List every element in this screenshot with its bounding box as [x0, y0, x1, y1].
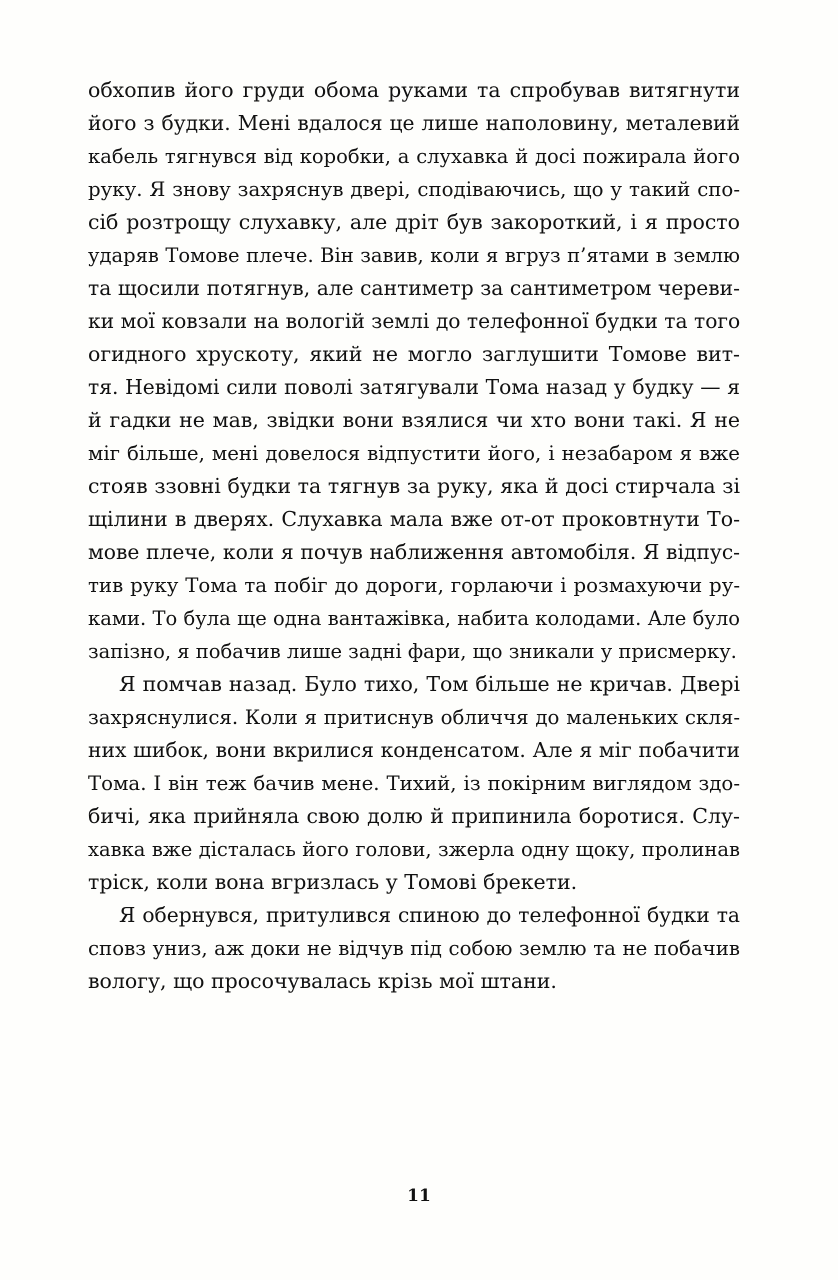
- paragraph: [88, 74, 740, 668]
- text-line: руку. Я знову захряснув двері, сподіваючись, що у такий спо-: [88, 178, 740, 201]
- text-line: вологу, що просочувалась крізь мої штани.: [88, 969, 557, 993]
- text-line: Я обернувся, притулився спиною до телефонної будки та: [119, 903, 740, 927]
- text-line: Я помчав назад. Було тихо, Том більше не кричав. Двері: [119, 672, 740, 696]
- text-line: запізно, я побачив лише задні фари, що зникали у присмерку.: [88, 640, 737, 663]
- text-line: тя. Невідомі сили поволі затягували Тома назад у будку — я: [88, 375, 740, 399]
- text-line: та щосили потягнув, але сантиметр за сантиметром череви-: [88, 276, 740, 300]
- text-line: бичі, яка прийняла свою долю й припинила боротися. Слу-: [88, 804, 740, 828]
- text-line: ки мої ковзали на вологій землі до телефонної будки та того: [88, 309, 740, 333]
- text-line: сіб розтрощу слухавку, але дріт був закороткий, і я просто: [88, 210, 740, 234]
- text-line: них шибок, вони вкрилися конденсатом. Але я міг побачити: [88, 738, 740, 762]
- text-line: обхопив його груди обома руками та спробував витягнути: [88, 78, 740, 102]
- text-line: огидного хрускоту, який не могло заглушити Томове вит-: [88, 342, 740, 366]
- text-line: захряснулися. Коли я притиснув обличчя до маленьких скля-: [88, 706, 740, 729]
- text-line: міг більше, мені довелося відпустити його, і незабаром я вже: [88, 442, 740, 465]
- text-line: кабель тягнувся від коробки, а слухавка й досі пожирала його: [88, 145, 740, 168]
- paragraph: [88, 668, 740, 899]
- text-line: тріск, коли вона вгризлась у Томові брекети.: [88, 870, 578, 894]
- paragraph: [88, 899, 740, 998]
- text-line: ками. То була ще одна вантажівка, набита колодами. Але було: [88, 607, 740, 630]
- text-line: мове плече, коли я почув наближення автомобіля. Я відпус-: [88, 540, 740, 564]
- text-line: Тома. І він теж бачив мене. Тихий, із покірним виглядом здо-: [88, 772, 740, 795]
- text-line: хавка вже дісталась його голови, зжерла одну щоку, пролинав: [88, 838, 740, 861]
- text-line: його з будки. Мені вдалося це лише наполовину, металевий: [88, 111, 740, 135]
- text-line: ударяв Томове плече. Він завив, коли я вгруз п’ятами в землю: [88, 244, 740, 267]
- text-line: сповз униз, аж доки не відчув під собою землю та не побачив: [88, 937, 740, 960]
- body-text: [88, 74, 740, 998]
- page-number: 11: [407, 1186, 431, 1206]
- text-line: стояв ззовні будки та тягнув за руку, яка й досі стирчала зі: [88, 474, 740, 498]
- text-line: щілини в дверях. Слухавка мала вже от-от проковтнути То-: [88, 507, 740, 531]
- text-line: й гадки не мав, звідки вони взялися чи хто вони такі. Я не: [88, 408, 740, 432]
- text-line: тив руку Тома та побіг до дороги, горлаючи і розмахуючи ру-: [88, 574, 740, 597]
